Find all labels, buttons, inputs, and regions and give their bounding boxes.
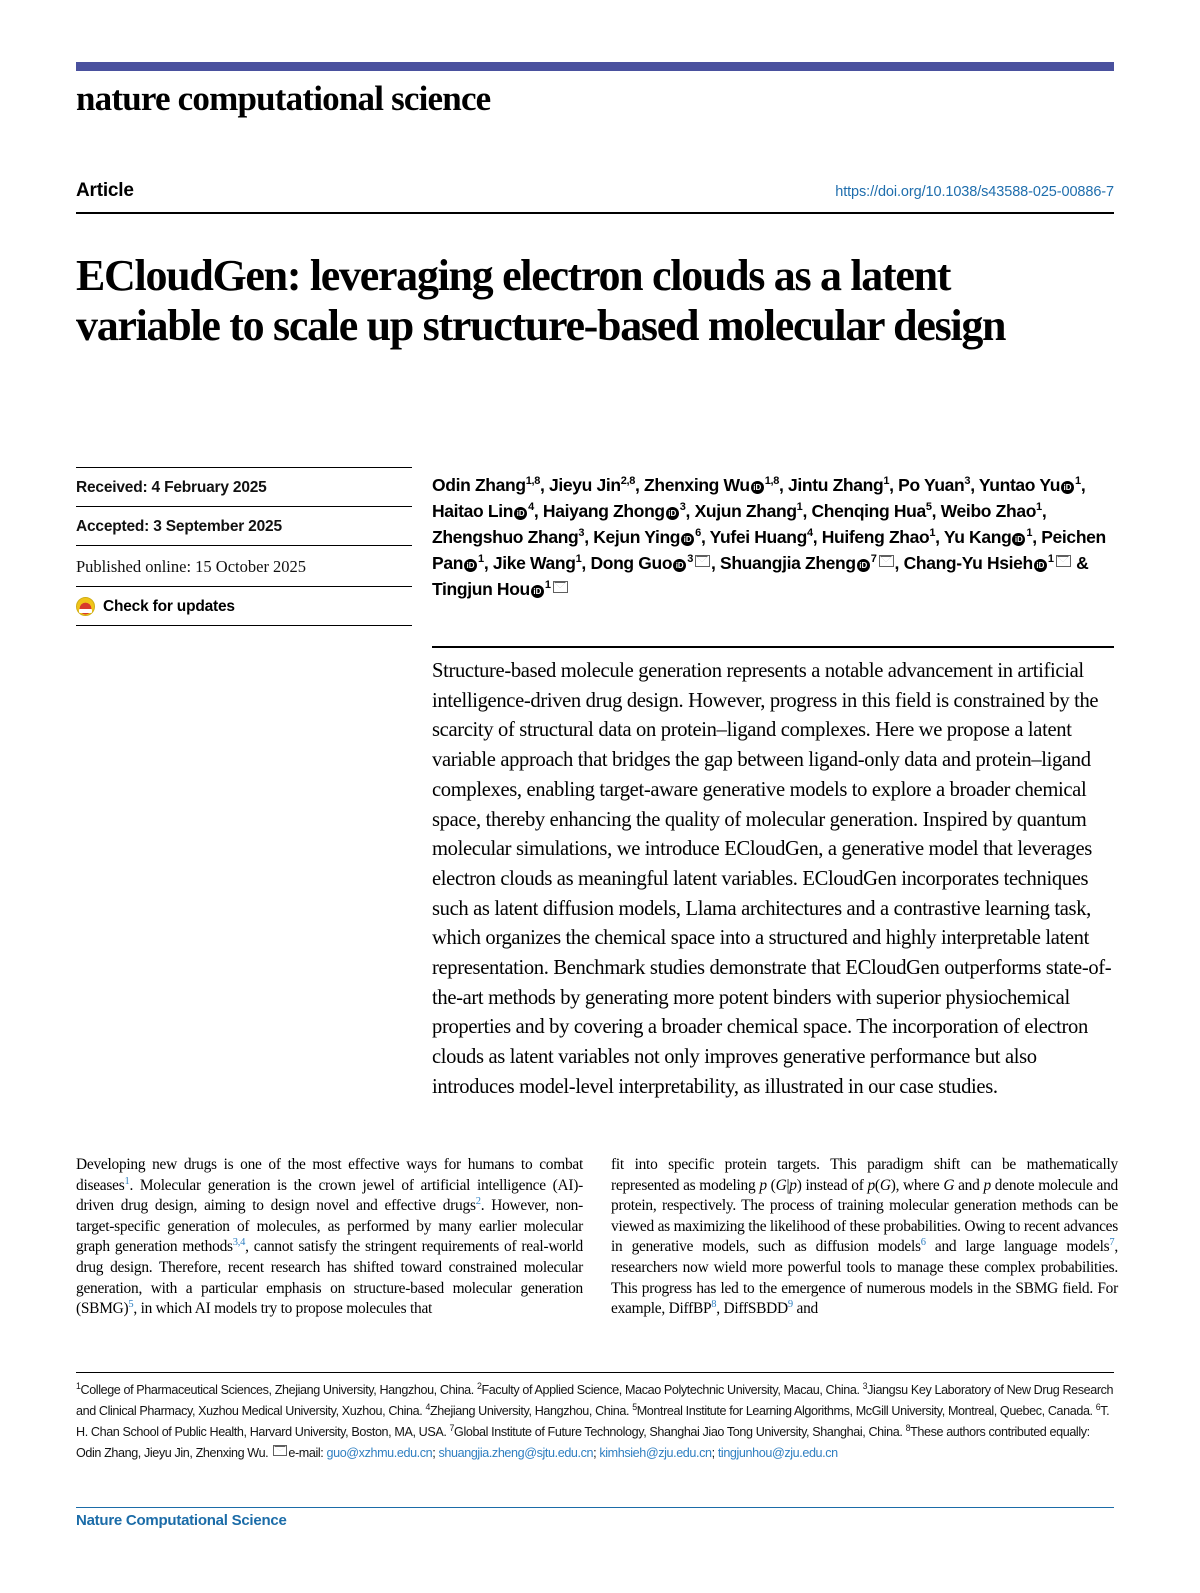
affiliation-marker: 3	[862, 1380, 868, 1391]
email-icon[interactable]	[553, 581, 568, 593]
affiliation-text: Zhejiang University, Hangzhou, China.	[429, 1404, 630, 1418]
author-name: Huifeng Zhao	[821, 527, 930, 547]
author-name: Xujun Zhang	[694, 501, 797, 521]
author-name: Chang-Yu Hsieh	[903, 553, 1033, 573]
author-name: Weibo Zhao	[940, 501, 1037, 521]
author-affiliation-marker: 1,8	[764, 475, 779, 488]
author-affiliation-marker: 3	[578, 527, 585, 540]
received-date: Received: 4 February 2025	[76, 479, 267, 496]
author-name: Yufei Huang	[709, 527, 807, 547]
affiliation-marker: 8	[905, 1422, 911, 1433]
email-icon[interactable]	[695, 555, 710, 567]
author-name: Yuntao Yu	[978, 475, 1061, 495]
author-affiliation-marker: 4	[806, 527, 813, 540]
affiliation-text: These authors contributed equally: Odin Zhang, Jieyu Jin, Zhenxing Wu.	[76, 1425, 1090, 1460]
author-name: Zhenxing Wu	[644, 475, 750, 495]
email-link[interactable]: tingjunhou@zju.edu.cn	[717, 1446, 838, 1460]
affiliation-marker: 4	[425, 1401, 430, 1412]
author-name: Tingjun Hou	[432, 579, 530, 599]
check-for-updates-label: Check for updates	[103, 597, 235, 615]
author-affiliation-marker: 1	[1036, 501, 1042, 514]
author-name: Jintu Zhang	[788, 475, 884, 495]
abstract-text: Structure-based molecule generation represents a notable advancement in artificial intelligence-driven drug design. However, progress in this field is constrained by the scarcity of structural data on protein–ligand complexes. Here we propose a latent variable approach that bridges the gap between ligand-only data and protein–ligand complexes, enabling target-aware generative models to explore a broader chemical space, thereby enhancing the quality of molecular generation. Inspired by quantum molecular simulations, we introduce ECloudGen, a generative model that leverages electron clouds as meaningful latent variables. ECloudGen incorporates techniques such as latent diffusion models, Llama architectures and a contrastive learning task, which organizes the chemical space into a structured and highly interpretable latent representation. Benchmark studies demonstrate that ECloudGen outperforms state-of-the-art methods by generating more potent binders with superior physiochemical properties and by covering a broader chemical space. The incorporation of electron clouds as latent variables not only improves generative performance but also introduces model-level interpretability, as illustrated in our case studies.	[432, 660, 1112, 1098]
author-name: Odin Zhang	[432, 475, 526, 495]
author-affiliation-marker: 4	[528, 501, 534, 514]
page-title: ECloudGen: leveraging electron clouds as a latent variable to scale up structure-based molecular design	[76, 251, 1006, 351]
affiliation-marker: 7	[449, 1422, 455, 1433]
affiliation-text: Jiangsu Key Laboratory of New Drug Research and Clinical Pharmacy, Xuzhou Medical University, Xuzhou, China.	[76, 1383, 1114, 1418]
author-affiliation-marker: 7	[870, 553, 877, 566]
affiliation-text: Faculty of Applied Science, Macao Polytechnic University, Macau, China.	[481, 1383, 860, 1397]
author-affiliation-marker: 1	[883, 475, 890, 488]
author-name: Zhengshuo Zhang	[432, 527, 579, 547]
affiliation-text: Montreal Institute for Learning Algorithms, McGill University, Montreal, Quebec, Canada.	[636, 1404, 1093, 1418]
author-affiliation-marker: 3	[964, 475, 971, 488]
orcid-icon[interactable]: iD	[681, 533, 694, 546]
author-name: Peichen Pan	[432, 527, 1106, 573]
author-affiliation-marker: 1	[478, 553, 484, 566]
email-icon	[273, 1445, 287, 1456]
author-affiliation-marker: 1	[575, 553, 582, 566]
check-for-updates-button[interactable]	[76, 587, 412, 625]
author-name: Jike Wang	[492, 553, 576, 573]
abstract-divider	[432, 646, 1114, 648]
author-name: Po Yuan	[898, 475, 965, 495]
journal-masthead: nature computational science	[76, 79, 491, 118]
meta-divider-bottom	[76, 625, 412, 626]
author-name: Kejun Ying	[593, 527, 681, 547]
author-affiliation-marker: 3	[687, 553, 693, 566]
author-list: Odin Zhang$^{1,8}$, Jieyu Jin$^{2,8}$, Zhenxing Wu iD$^{1,8}$, Jintu Zhang$^1$, Po Yuan$^3$, Yuntao Yu $iD^1$, Haitao Lin $iD^4$, Haiyang Zhong $iD^3$, Xujun Zhang$^1$, Chenqing Hua$^5$, Weibo Zhao$^1$, Zhengshuo Zhang$^3$, Kejun Ying $iD^6$, Yufei Huang$^4$, Huifeng Zhao$^1$, Yu Kang $iD^1$, Peichen Pan $iD^1$, Jike Wang$^1$, Dong Guo $iD^3$ , Shuangjia Zheng $iD^7$ , Chang-Yu Hsieh $iD^1$ & Tingjun Hou $iD^1$	[432, 475, 1106, 599]
author-name: Yu Kang	[943, 527, 1012, 547]
author-name: Haiyang Zhong	[542, 501, 665, 521]
publication-dates-panel	[76, 467, 412, 626]
author-affiliation-marker: 1	[796, 501, 803, 514]
orcid-icon[interactable]: iD	[673, 559, 686, 572]
author-name: Shuangjia Zheng	[720, 553, 856, 573]
orcid-icon[interactable]: iD	[531, 585, 544, 598]
orcid-icon[interactable]: iD	[857, 559, 870, 572]
author-affiliation-marker: 2,8	[620, 475, 635, 488]
affiliation-marker: 5	[632, 1401, 637, 1412]
author-name: Dong Guo	[590, 553, 673, 573]
affiliation-text: Global Institute of Future Technology, Shanghai Jiao Tong University, Shanghai, China.	[454, 1425, 903, 1439]
orcid-icon[interactable]: iD	[666, 507, 679, 520]
accepted-date: Accepted: 3 September 2025	[76, 518, 282, 535]
body-column-right: fit into specific protein targets. This paradigm shift can be mathematically represented as modeling p (G|p) instead of p(G), where G and p denote molecule and protein, respectively. The process of training molecular generation methods can be viewed as maximizing the likelihood of these probabilities. Owing to recent advances in generative models, such as diffusion models$^6$ and large language models$^7$, researchers now wield more powerful tools to manage these complex probabilities. This progress has led to the emergence of numerous models in the SBMG field. For example, DiffBP$^8$, DiffSBDD$^9$ and	[611, 1156, 1118, 1318]
journal-accent-bar	[76, 62, 1114, 71]
affiliation-text: T. H. Chan School of Public Health, Harvard University, Boston, MA, USA.	[76, 1404, 1110, 1439]
affiliation-text: College of Pharmaceutical Sciences, Zhejiang University, Hangzhou, China.	[80, 1383, 474, 1397]
orcid-icon[interactable]: iD	[464, 559, 477, 572]
orcid-icon[interactable]: iD	[1061, 481, 1074, 494]
author-affiliation-marker: 1	[1075, 475, 1081, 488]
body-column-left: Developing new drugs is one of the most effective ways for humans to combat diseases$^1$. Molecular generation is the crown jewel of artificial intelligence (AI)-driven drug design, aiming to design novel and effective drugs$^2$. However, non-target-specific generation of molecules, as performed by many earlier molecular graph generation methods$^{3,4}$, cannot satisfy the stringent requirements of real-world drug design. Therefore, recent research has shifted toward constrained molecular generation, with a particular emphasis on structure-based molecular generation (SBMG)$^5$, in which AI models try to propose molecules that	[76, 1156, 583, 1318]
author-affiliation-marker: 3	[679, 501, 686, 514]
article-header-row	[76, 180, 1114, 202]
footer-journal-name: Nature Computational Science	[76, 1512, 287, 1529]
email-icon[interactable]	[1056, 555, 1071, 567]
author-affiliation-marker: 1	[929, 527, 936, 540]
header-divider	[76, 212, 1114, 214]
email-link[interactable]: shuangjia.zheng@sjtu.edu.cn	[438, 1446, 594, 1460]
article-type-label: Article	[76, 180, 134, 201]
orcid-icon[interactable]: iD	[1012, 533, 1025, 546]
author-affiliation-marker: 6	[695, 527, 701, 540]
crossmark-icon	[76, 597, 95, 616]
author-affiliation-marker: 1	[1026, 527, 1033, 540]
body-text	[76, 1155, 1118, 1320]
affiliation-marker: 1	[76, 1380, 81, 1391]
email-link[interactable]: guo@xzhmu.edu.cn	[326, 1446, 433, 1460]
email-link[interactable]: kimhsieh@zju.edu.cn	[599, 1446, 712, 1460]
author-affiliation-marker: 1	[1047, 553, 1054, 566]
author-affiliation-marker: 1,8	[525, 475, 540, 488]
email-icon[interactable]	[879, 555, 894, 567]
author-name: Jieyu Jin	[549, 475, 621, 495]
affiliations-block: $^1$College of Pharmaceutical Sciences, Zhejiang University, Hangzhou, China. $^2$Faculty of Applied Science, Macao Polytechnic University, Macau, China. $^3$Jiangsu Key Laboratory of New Drug Research and Clinical Pharmacy, Xuzhou Medical University, Xuzhou, China. $^4$Zhejiang University, Hangzhou, China. $^5$Montreal Institute for Learning Algorithms, McGill University, Montreal, Quebec, Canada. $^6$T. H. Chan School of Public Health, Harvard University, Boston, MA, USA. $^7$Global Institute of Future Technology, Shanghai Jiao Tong University, Shanghai, China. $^8$These authors contributed equally: Odin Zhang, Jieyu Jin, Zhenxing Wu. e-mail: guo@xzhmu.edu.cn; shuangjia.zheng@sjtu.edu.cn; kimhsieh@zju.edu.cn; tingjunhou@zju.edu.cn	[76, 1380, 1114, 1460]
orcid-icon[interactable]: iD	[514, 507, 527, 520]
published-date: Published online: 15 October 2025	[76, 557, 307, 576]
author-affiliation-marker: 5	[925, 501, 932, 514]
affiliations-divider	[76, 1372, 1114, 1373]
author-affiliation-marker: 1	[544, 579, 551, 592]
footer-divider	[76, 1507, 1114, 1508]
author-name: Haitao Lin	[432, 501, 514, 521]
affiliation-marker: 6	[1095, 1401, 1101, 1412]
orcid-icon[interactable]: iD	[1034, 559, 1047, 572]
orcid-icon[interactable]: iD	[751, 481, 764, 494]
author-name: Chenqing Hua	[811, 501, 926, 521]
affiliation-marker: 2	[476, 1380, 482, 1391]
email-label: e-mail:	[288, 1446, 327, 1460]
doi-link[interactable]: https://doi.org/10.1038/s43588-025-00886-7	[835, 184, 1114, 200]
